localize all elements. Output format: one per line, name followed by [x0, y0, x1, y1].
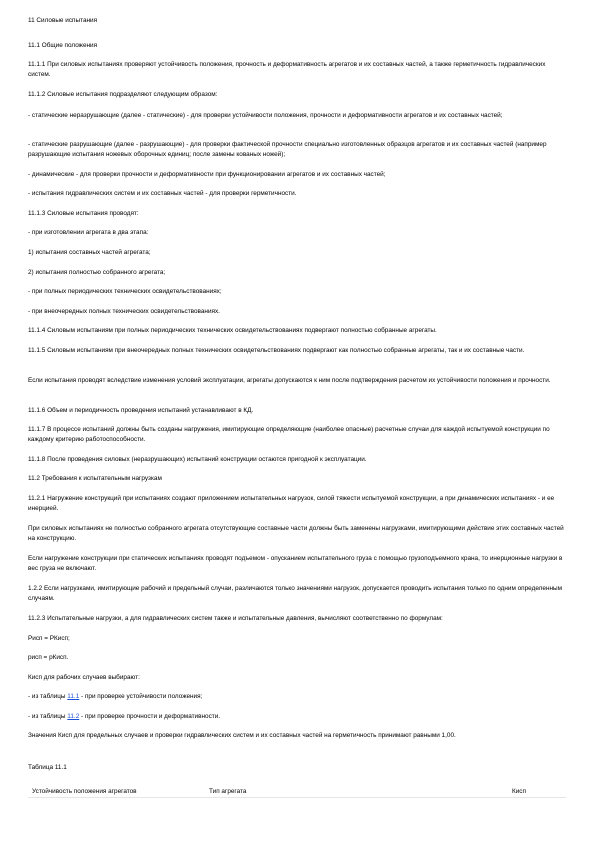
- paragraph: 1) испытания составных частей агрегата;: [28, 249, 151, 256]
- list-item-suffix: - при проверке прочности и деформативности.: [79, 713, 221, 720]
- paragraph: 1.2.2 Если нагрузками, имитирующие рабочий и предельный случаи, различаются только значениями нагрузок, допускается проводить испытания только по одним определенным случаям.: [28, 585, 562, 602]
- subsection-title: 11.2 Требования к испытательным нагрузкам: [28, 475, 162, 482]
- subsection-title: 11.1 Общие положения: [28, 42, 98, 49]
- paragraph: 11.1.4 Силовым испытаниям при полных периодических технических освидетельствованиях подвергают полностью собранные агрегаты.: [28, 327, 437, 334]
- paragraph: 11.1.3 Силовые испытания проводят:: [28, 210, 139, 217]
- table-caption: Таблица 11.1: [28, 764, 67, 771]
- paragraph: При силовых испытаниях не полностью собранного агрегата отсутствующие составные части должны быть заменены нагрузками, имитирующими действие этих составных частей на конструкцию.: [28, 525, 564, 542]
- paragraph: 11.1.8 После проведения силовых (неразрушающих) испытаний конструкции остаются пригодной к эксплуатации.: [28, 456, 367, 463]
- paragraph: 11.1.5 Силовым испытаниям при внеочередных полных технических освидетельствованиях подвергают как полностью собранные агрегаты, так и их составные части.: [28, 347, 525, 354]
- paragraph: 11.2.1 Нагружение конструкций при испытаниях создают приложением испытательных нагрузок, силой тяжести испытуемой конструкции, а при динамических испытаниях - и ее инерцией.: [28, 495, 555, 512]
- paragraph: 11.2.3 Испытательные нагрузки, а для гидравлических систем также и испытательные давления, вычисляют соответственно по формулам:: [28, 615, 443, 622]
- list-item-prefix: - из таблицы: [28, 693, 68, 700]
- paragraph: Значения Кисп для предельных случаев и проверки гидравлических систем и их составных частей на герметичность принимают равными 1,00.: [28, 732, 456, 739]
- paragraph: Кисп для рабочих случаев выбирают:: [28, 674, 140, 681]
- paragraph: 11.1.7 В процессе испытаний должны быть созданы нагружения, имитирующие определяющие (наиболее опасные) расчетные случаи для каждой испытуемой конструкции по каждому критерию работоспособности.: [28, 426, 550, 443]
- paragraph: - статические неразрушающие (далее - статические) - для проверки устойчивости положения, прочности и деформативности агрегатов и их составных частей;: [28, 112, 503, 119]
- table-header-row: [28, 787, 566, 797]
- paragraph: - статические разрушающие (далее - разрушающие) - для проверки фактической прочности специально изготовленных образцов агрегатов и их составных частей (например разрушающие испытания ножевых оборочных единиц; после замены кованых ножей);: [28, 141, 547, 158]
- table-divider: [28, 797, 566, 798]
- paragraph: - при изготовлении агрегата в два этапа:: [28, 229, 149, 236]
- paragraph: 11.1.2 Силовые испытания подразделяют следующим образом:: [28, 91, 218, 98]
- table-header-cell: Тип агрегата: [209, 788, 247, 795]
- paragraph: 11.1.6 Объем и периодичность проведения испытаний устанавливают в КД.: [28, 407, 254, 414]
- paragraph: Если нагружение конструкции при статических испытаниях проводят подъемом - опусканием испытательного груза с помощью грузоподъемного крана, то инерционные нагрузки в вес груза не включают.: [28, 555, 563, 572]
- paragraph: - динамические - для проверки прочности и деформативности при функционировании агрегатов и их составных частей;: [28, 171, 386, 178]
- list-item-suffix: - при проверке устойчивости положения;: [79, 693, 203, 700]
- formula: pисп = pКисп.: [28, 654, 69, 661]
- paragraph: 11.1.1 При силовых испытаниях проверяют устойчивость положения, прочность и деформативность агрегатов и их составных частей, а также герметичность гидравлических систем.: [28, 61, 546, 78]
- section-title: 11 Силовые испытания: [28, 17, 98, 24]
- list-item-prefix: - из таблицы: [28, 713, 68, 720]
- table-11-2-link[interactable]: 11.2: [67, 713, 80, 720]
- list-item: [28, 712, 566, 722]
- list-item: [28, 692, 566, 702]
- paragraph: - при полных периодических технических освидетельствованиях;: [28, 288, 222, 295]
- paragraph: - при внеочередных полных технических освидетельствованиях.: [28, 308, 220, 315]
- table-11-1-link[interactable]: 11.1: [67, 693, 80, 700]
- paragraph: 2) испытания полностью собранного агрегата;: [28, 269, 166, 276]
- paragraph: - испытания гидравлических систем и их составных частей - для проверки герметичности.: [28, 190, 297, 197]
- paragraph: Если испытания проводят вследствие изменения условий эксплуатации, агрегаты допускаются к ним после подтверждения расчетом их устойчивости положения и прочности.: [28, 377, 551, 384]
- table-header-cell: Кисп: [512, 788, 526, 795]
- formula: Pисп = PКисп;: [28, 635, 70, 642]
- table-header-cell: Устойчивость положения агрегатов: [32, 788, 137, 795]
